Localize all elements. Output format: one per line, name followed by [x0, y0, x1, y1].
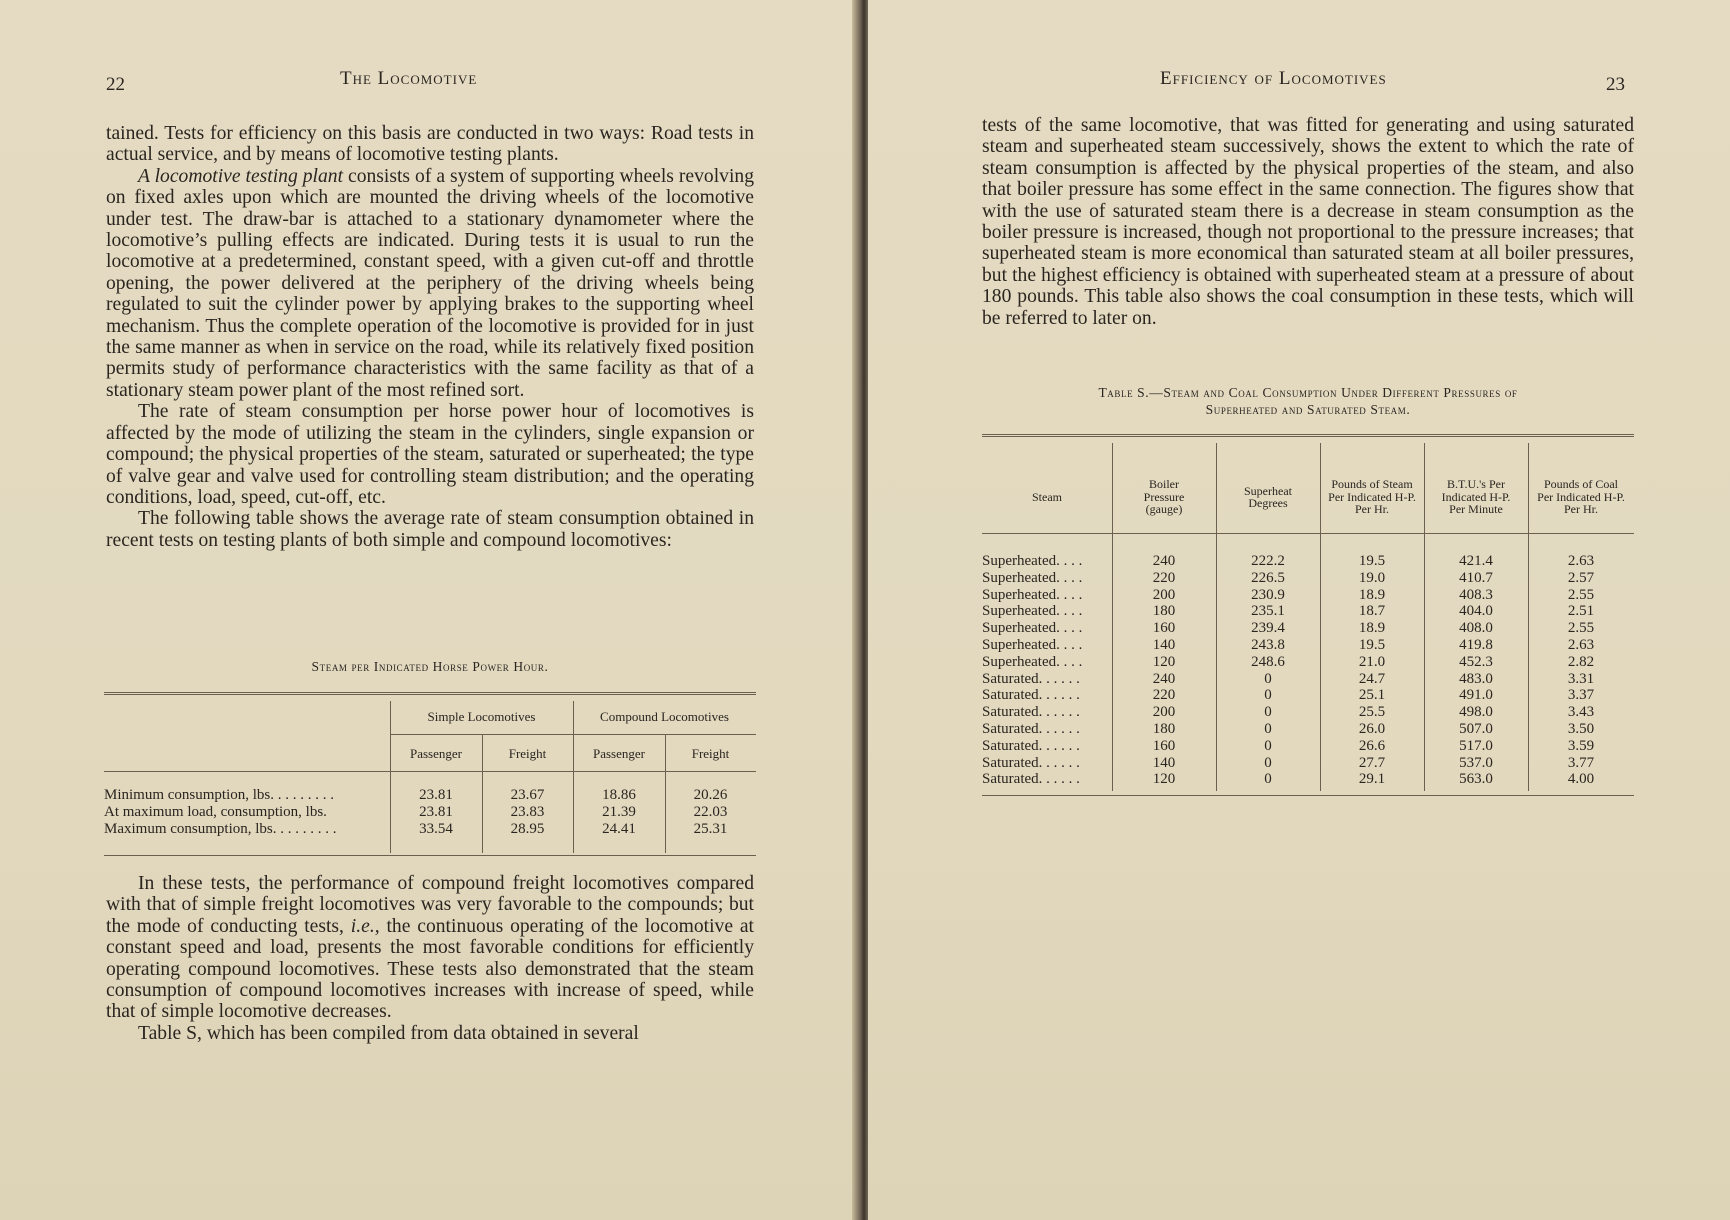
table-cell: 19.0: [1358, 569, 1386, 586]
table-cell: 18.7: [1358, 603, 1386, 620]
italic-text: A locomotive testing plant: [138, 165, 344, 187]
paragraph: [106, 401, 754, 508]
table-cell: 483.0: [1459, 670, 1493, 687]
paragraph: [106, 123, 754, 166]
right-body-text: [982, 115, 1634, 329]
table-cell: 3.37: [1567, 687, 1595, 704]
table-cell: 3.31: [1567, 670, 1595, 687]
table-row: [982, 553, 1634, 570]
table-row-label: Superheated. . . .: [982, 586, 1083, 603]
sub-header: Freight: [508, 746, 547, 761]
italic-text: i.e.,: [350, 915, 380, 937]
table-cell: 140: [1152, 637, 1176, 653]
table-cell: 563.0: [1459, 771, 1493, 788]
table-cell: 160: [1152, 737, 1176, 754]
table-row-label: Minimum consumption, lbs. . . . . . . . .: [104, 787, 335, 803]
table-row-label: Saturated. . . . . .: [982, 737, 1080, 754]
left-body-text-after-table: [106, 873, 754, 1044]
table-cell: 2.63: [1567, 553, 1595, 569]
table-cell: 2.82: [1567, 653, 1595, 670]
table-cell: 0: [1264, 704, 1272, 721]
table-cell: 408.0: [1459, 620, 1493, 637]
table-cell: 220: [1152, 569, 1176, 586]
left-table-caption: Steam per Indicated Horse Power Hour.: [311, 659, 549, 674]
right-page-number: 23: [1606, 74, 1625, 95]
group-header-simple: Simple Locomotives: [427, 709, 536, 724]
table-cell: 3.59: [1567, 737, 1595, 754]
table-row: [982, 654, 1634, 671]
table-cell: 25.5: [1358, 704, 1386, 721]
table-row-label: Maximum consumption, lbs. . . . . . . . .: [104, 821, 337, 837]
table-cell: 120: [1152, 653, 1176, 670]
sub-header: Passenger: [593, 746, 645, 761]
table-cell: 140: [1152, 754, 1176, 771]
table-row: [982, 603, 1634, 620]
table-cell: 33.54: [419, 821, 453, 837]
table-row-label: Superheated. . . .: [982, 603, 1083, 620]
column-header-coal: [1528, 447, 1634, 547]
column-header-steam: Steam: [1032, 489, 1062, 504]
table-cell: 25.1: [1358, 687, 1386, 704]
paragraph: [982, 115, 1634, 329]
table-row: [982, 771, 1634, 788]
table-cell: 23.81: [419, 804, 453, 820]
table-row-label: Saturated. . . . . .: [982, 687, 1080, 704]
table-cell: 23.67: [510, 787, 545, 803]
table-cell: 26.0: [1358, 721, 1386, 737]
paragraph: [106, 508, 754, 551]
left-page: [0, 0, 860, 1220]
left-running-head: The Locomotive: [340, 68, 478, 89]
table-cell: 419.8: [1459, 637, 1493, 653]
table-cell: 200: [1152, 586, 1176, 603]
table-row-label: Saturated. . . . . .: [982, 704, 1080, 721]
table-cell: 22.03: [693, 804, 728, 820]
table-cell: 0: [1264, 687, 1272, 704]
table-cell: 243.8: [1251, 637, 1285, 653]
table-cell: 25.31: [693, 821, 728, 837]
table-cell: 24.7: [1358, 670, 1386, 687]
table-cell: 0: [1264, 721, 1272, 737]
table-cell: 408.3: [1459, 586, 1493, 603]
table-cell: 404.0: [1459, 603, 1493, 620]
table-cell: 200: [1152, 704, 1176, 721]
table-cell: 26.6: [1358, 737, 1386, 754]
table-row: [982, 755, 1634, 772]
column-header-text: Superheat Degrees: [1244, 483, 1292, 510]
table-cell: 0: [1264, 754, 1272, 771]
table-row: [982, 721, 1634, 738]
paragraph: [106, 166, 754, 401]
column-header-steam-per-hp: [1320, 447, 1424, 547]
table-cell: 3.43: [1567, 704, 1595, 721]
table-cell: 222.2: [1251, 553, 1285, 569]
column-header-text: Boiler Pressure (gauge): [1143, 477, 1185, 517]
steam-per-hp-table: [104, 692, 756, 856]
table-row-label: Superheated. . . .: [982, 653, 1083, 670]
table-rule: [104, 771, 756, 772]
table-cell: 3.77: [1567, 754, 1595, 771]
table-row-label: Superheated. . . .: [982, 553, 1083, 569]
table-row-label: Superheated. . . .: [982, 620, 1083, 637]
table-cell: 21.39: [602, 804, 636, 820]
paragraph: [106, 1023, 754, 1044]
table-cell: 2.63: [1567, 637, 1595, 653]
table-cell: 27.7: [1358, 754, 1386, 771]
table-cell: 507.0: [1459, 721, 1493, 737]
table-cell: 19.5: [1358, 637, 1386, 653]
group-header-compound: Compound Locomotives: [600, 709, 729, 724]
table-cell: 21.0: [1358, 653, 1386, 670]
column-header-text: Pounds of Steam Per Indicated H-P. Per Hr.: [1328, 477, 1416, 517]
text-run: consists of a system of supporting wheels revolving on fixed axles upon which are mounted the driving wheels of the locomotive under test. The draw-bar is attached to a stationary dynamometer where the locomotive’s pulling effects are indicated. During tests it is usual to run the locomotive at a predetermined, constant speed, with a given cut-off and throttle opening, the power delivered at the periphery of the driving wheels being regulated to suit the cylinder power by applying brakes to the supporting wheel mechanism. Thus the complete operation of the locomotive is provided for in just the same manner as when in service on the road, while its relatively fixed position permits study of performance characteristics with the same facility as that of a stationary steam power plant of the most refined sort.: [106, 165, 754, 401]
column-header-text: B.T.U.'s Per Indicated H-P. Per Minute: [1441, 477, 1511, 517]
table-cell: 18.9: [1358, 586, 1386, 603]
table-cell: 240: [1152, 670, 1176, 687]
table-row: [982, 687, 1634, 704]
table-cell: 230.9: [1251, 586, 1285, 603]
table-cell: 235.1: [1251, 603, 1285, 620]
table-cell: 2.55: [1567, 586, 1595, 603]
table-cell: 20.26: [693, 787, 728, 803]
table-row: [982, 587, 1634, 604]
table-cell: 4.00: [1567, 771, 1595, 788]
table-row-label: Saturated. . . . . .: [982, 721, 1080, 737]
table-cell: 220: [1152, 687, 1176, 704]
table-row: [982, 637, 1634, 654]
table-cell: 0: [1264, 737, 1272, 754]
table-cell: 160: [1152, 620, 1176, 637]
table-row: [982, 671, 1634, 688]
table-cell: 537.0: [1459, 754, 1493, 771]
text-run: tests of the same locomotive, that was fitted for generating and using saturated steam and superheated steam successively, shows the extent to which the rate of steam consumption is affected by the physical properties of the steam, and also that boiler pressure has some effect in the same connection. The figures show that with the use of saturated steam there is a decrease in steam consumption as the boiler pressure is increased, though not proportional to the pressure increases; that superheated steam is more economical than saturated steam at all boiler pressures, but the highest efficiency is obtained with superheated steam at a pressure of about 180 pounds. This table also shows the coal consumption in these tests, which will be referred to later on.: [982, 115, 1634, 329]
table-cell: 28.95: [510, 821, 545, 837]
text-run: In these tests, the performance of compound freight locomotives compared with that of simple freight locomotives was very favorable to the compounds; but the mode of conducting tests,: [106, 873, 754, 937]
table-row: [982, 570, 1634, 587]
table-row-label: Superheated. . . .: [982, 637, 1083, 653]
table-cell: 23.81: [419, 787, 453, 803]
table-cell: 18.86: [602, 787, 636, 803]
table-cell: 2.51: [1567, 603, 1595, 620]
paragraph: [106, 873, 754, 1023]
table-row-label: Saturated. . . . . .: [982, 754, 1080, 771]
table-cell: 517.0: [1459, 737, 1493, 754]
table-cell: 0: [1264, 771, 1272, 788]
table-cell: 24.41: [602, 821, 636, 837]
text-run: The following table shows the average rate of steam consumption obtained in recent tests on testing plants of both simple and compound locomotives:: [106, 508, 754, 551]
table-cell: 410.7: [1459, 569, 1493, 586]
table-cell: 452.3: [1459, 653, 1493, 670]
text-run: The rate of steam consumption per horse power hour of locomotives is affected by the mode of utilizing the steam in the cylinders, single expansion or compound; the physical properties of the steam, saturated or superheated; the type of valve gear and valve used for controlling steam distribution; and the operating conditions, load, speed, cut-off, etc.: [106, 401, 754, 508]
sub-header: Freight: [691, 746, 730, 761]
table-cell: 0: [1264, 670, 1272, 687]
table-cell: 23.83: [510, 804, 545, 820]
table-cell: 19.5: [1358, 553, 1386, 569]
table-cell: 240: [1152, 553, 1176, 569]
table-row-label: Saturated. . . . . .: [982, 670, 1080, 687]
sub-header: Passenger: [410, 746, 462, 761]
text-run: the continuous operating of the locomotive at constant speed and load, presents the most favorable conditions for efficiently operating compound locomotives. These tests also demonstrated that the steam consumption of compound locomotives increases with increase of speed, while that of simple locomotive decreases.: [106, 915, 755, 1023]
table-cell: 491.0: [1459, 687, 1493, 704]
table-s-caption-line2: Superheated and Saturated Steam.: [1205, 402, 1411, 417]
text-run: tained. Tests for efficiency on this basis are conducted in two ways: Road tests in actual service, and by means of locomotive testing plants.: [106, 123, 754, 166]
column-header-boiler-pressure: [1112, 447, 1216, 547]
table-cell: 226.5: [1251, 569, 1285, 586]
table-cell: 498.0: [1459, 704, 1493, 721]
left-page-number: 22: [106, 74, 125, 95]
table-cell: 248.6: [1251, 653, 1285, 670]
table-cell: 18.9: [1358, 620, 1386, 637]
column-header-text: Pounds of Coal Per Indicated H-P. Per Hr.: [1537, 477, 1625, 517]
table-rule: [390, 734, 756, 735]
left-body-text: [106, 123, 754, 551]
table-s-caption-line1: Table S.—Steam and Coal Consumption Under Different Pressures of: [1098, 385, 1518, 400]
table-row: [982, 704, 1634, 721]
table-row-label: Superheated. . . .: [982, 569, 1083, 586]
table-row: [982, 738, 1634, 755]
column-header-btu: [1424, 447, 1528, 547]
table-cell: 239.4: [1251, 620, 1285, 637]
right-running-head: Efficiency of Locomotives: [1160, 68, 1387, 89]
table-row: [982, 620, 1634, 637]
table-row-label: Saturated. . . . . .: [982, 771, 1080, 788]
table-s: [982, 434, 1634, 796]
table-cell: 180: [1152, 603, 1176, 620]
table-cell: 3.50: [1567, 721, 1595, 737]
table-cell: 180: [1152, 721, 1176, 737]
table-cell: 29.1: [1358, 771, 1386, 788]
table-cell: 2.55: [1567, 620, 1595, 637]
text-run: Table S, which has been compiled from data obtained in several: [138, 1022, 639, 1044]
table-cell: 2.57: [1567, 569, 1595, 586]
column-header-superheat: [1216, 447, 1320, 547]
table-cell: 421.4: [1459, 553, 1493, 569]
table-row-label: At maximum load, consumption, lbs.: [104, 804, 327, 820]
table-cell: 120: [1152, 771, 1176, 788]
